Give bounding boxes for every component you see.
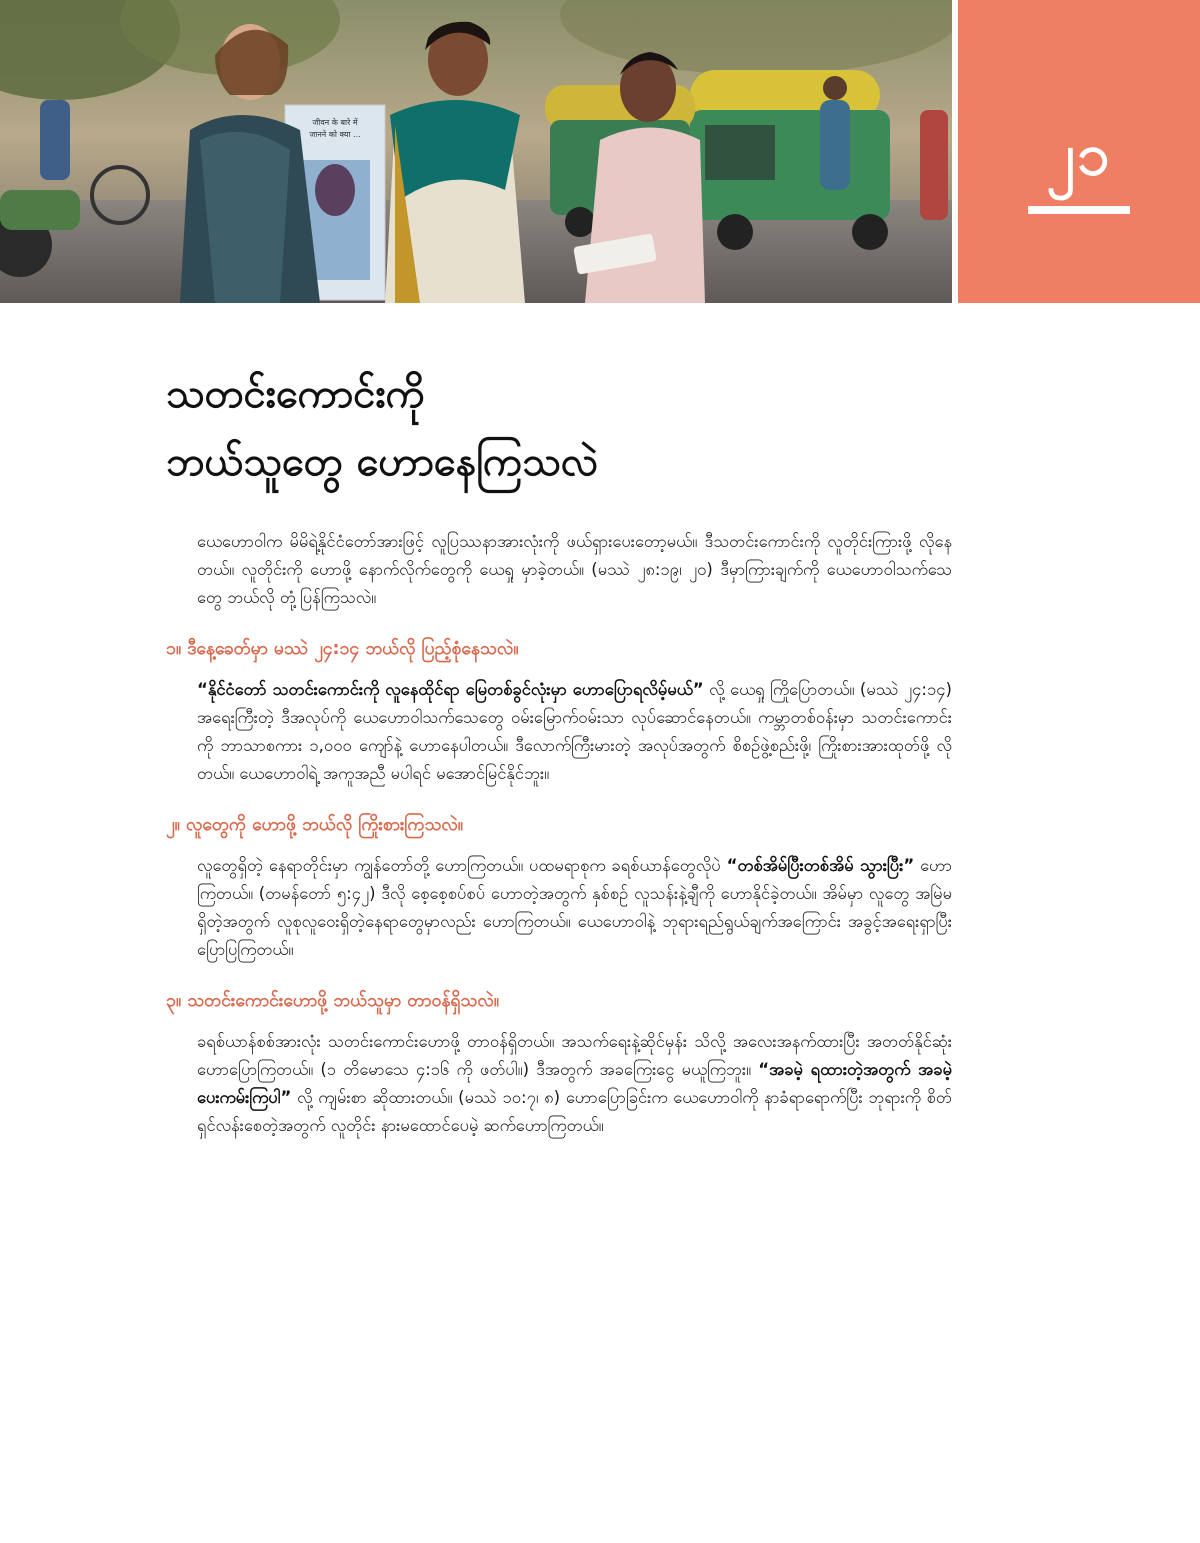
quoted-emphasis: “နိုင်ငံတော် သတင်းကောင်းကို လူနေထိုင်ရာ မြေတစ်ခွင်လုံးမှာ ဟောပြောရလိမ့်မယ်” <box>197 680 704 699</box>
quoted-emphasis: “တစ်အိမ်ပြီးတစ်အိမ် သွားပြီး” <box>726 856 915 875</box>
answer-paragraph-2 <box>166 852 952 964</box>
title-line-2: ဘယ်သူတွေ ဟောနေကြသလဲ <box>166 439 599 485</box>
lesson-number-box <box>958 0 1200 303</box>
question-heading-1: ၁။ ဒီနေ့ခေတ်မှာ မဿဲ ၂၄:၁၄ ဘယ်လို ပြည့်စုံနေသလဲ။ <box>166 639 519 659</box>
paragraph-text: ခရစ်ယာန်စစ်အားလုံး သတင်းကောင်းဟောဖို့ တာဝန်ရှိတယ်။ အသက်ရေးနဲ့ဆိုင်မှန်း သိလို့ အလေးအနက်ထားပြီး အတတ်နိုင်ဆုံး ဟောပြောကြတယ်။ (၁ တိမောသေ ၄:၁၆ ကို ဖတ်ပါ။) ဒီအတွက် အခကြေးငွေ မယူကြဘူး။ <box>197 1032 952 1079</box>
header-photo <box>0 0 952 303</box>
page-title <box>166 360 966 496</box>
lesson-number-underline <box>1028 206 1130 214</box>
paragraph-text: လို့ ယေရှု ကြိုပြောတယ်။ (မဿဲ ၂၄:၁၄) အရေးကြီးတဲ့ ဒီအလုပ်ကို ယေဟောဝါသက်သေတွေ ဝမ်းမြောက်ဝမ်းသာ လုပ်ဆောင်နေတယ်။ ကမ္ဘာတစ်ဝန်းမှာ သတင်းကောင်းကို ဘာသာစကား ၁,၀၀၀ ကျော်နဲ့ ဟောနေပါတယ်။ ဒီလောက်ကြီးမားတဲ့ အလုပ်အတွက် စိစဉ်ဖွဲ့စည်းဖို့၊ ကြိုးစားအားထုတ်ဖို့ လိုတယ်။ ယေဟောဝါရဲ့ အကူအညီ မပါရင် မအောင်မြင်နိုင်ဘူး။ <box>197 680 952 783</box>
lesson-number: ၂၁ <box>1046 120 1112 188</box>
question-heading-2: ၂။ လူတွေကို ဟောဖို့ ဘယ်လို ကြိုးစားကြသလဲ။ <box>166 815 464 835</box>
paragraph-text: ဟောကြတယ်။ (တမန်တော် ၅:၄၂) ဒီလို စေ့စေ့စပ်စပ် ဟောတဲ့အတွက် နှစ်စဉ် လူသန်းနဲ့ချီကို ဟောနိုင်ခဲ့တယ်။ အိမ်မှာ လူတွေ အမြဲမရှိတဲ့အတွက် လူစုလူဝေးရှိတဲ့နေရာတွေမှာလည်း ဟောကြတယ်။ ယေဟောဝါနဲ့ ဘုရားရည်ရွယ်ချက်အကြောင်း အခွင့်အရေးရှာပြီး ပြောပြကြတယ်။ <box>197 856 952 959</box>
answer-paragraph-1 <box>166 676 952 788</box>
paragraph-text: လို့ ကျမ်းစာ ဆိုထားတယ်။ (မဿဲ ၁၀:၇၊ ၈) ဟောပြောခြင်းက ယေဟောဝါကို နာခံရာရောက်ပြီး ဘုရားကို စိတ်ရှင်လန်းစေတဲ့အတွက် လူတိုင်း နားမထောင်ပေမဲ့ ဆက်ဟောကြတယ်။ <box>197 1088 952 1135</box>
poster-line1: जीवन के बारे में <box>312 118 358 127</box>
answer-paragraph-3 <box>166 1028 952 1140</box>
intro-paragraph: ယေဟောဝါက မိမိရဲ့နိုင်ငံတော်အားဖြင့် လူပြဿနာအားလုံးကို ဖယ်ရှားပေးတော့မယ်။ ဒီသတင်းကောင်းကို လူတိုင်းကြားဖို့ လိုနေတယ်။ လူတိုင်းကို ဟောဖို့ နောက်လိုက်တွေကို ယေရှု မှာခဲ့တယ်။ (မဿဲ ၂၈:၁၉၊ ၂၀) ဒီမှာကြားချက်ကို ယေဟောဝါသက်သေတွေ ဘယ်လို တုံ့ပြန်ကြသလဲ။ <box>197 532 952 607</box>
title-line-1: သတင်းကောင်းကို <box>166 371 425 417</box>
lesson-content <box>166 528 952 1140</box>
question-heading-3: ၃။ သတင်းကောင်းဟောဖို့ ဘယ်သူမှာ တာဝန်ရှိသလဲ။ <box>166 991 500 1011</box>
paragraph-text: လူတွေရှိတဲ့ နေရာတိုင်းမှာ ကျွန်တော်တို့ ဟောကြတယ်။ ပထမရာစုက ခရစ်ယာန်တွေလိုပဲ <box>197 856 727 875</box>
poster-line2: जानने को क्या ... <box>309 130 361 139</box>
quoted-emphasis: “အခမဲ့ ရထားတဲ့အတွက် အခမဲ့ ပေးကမ်းကြပါ” <box>197 1060 952 1107</box>
street-preaching-photo <box>0 0 952 303</box>
